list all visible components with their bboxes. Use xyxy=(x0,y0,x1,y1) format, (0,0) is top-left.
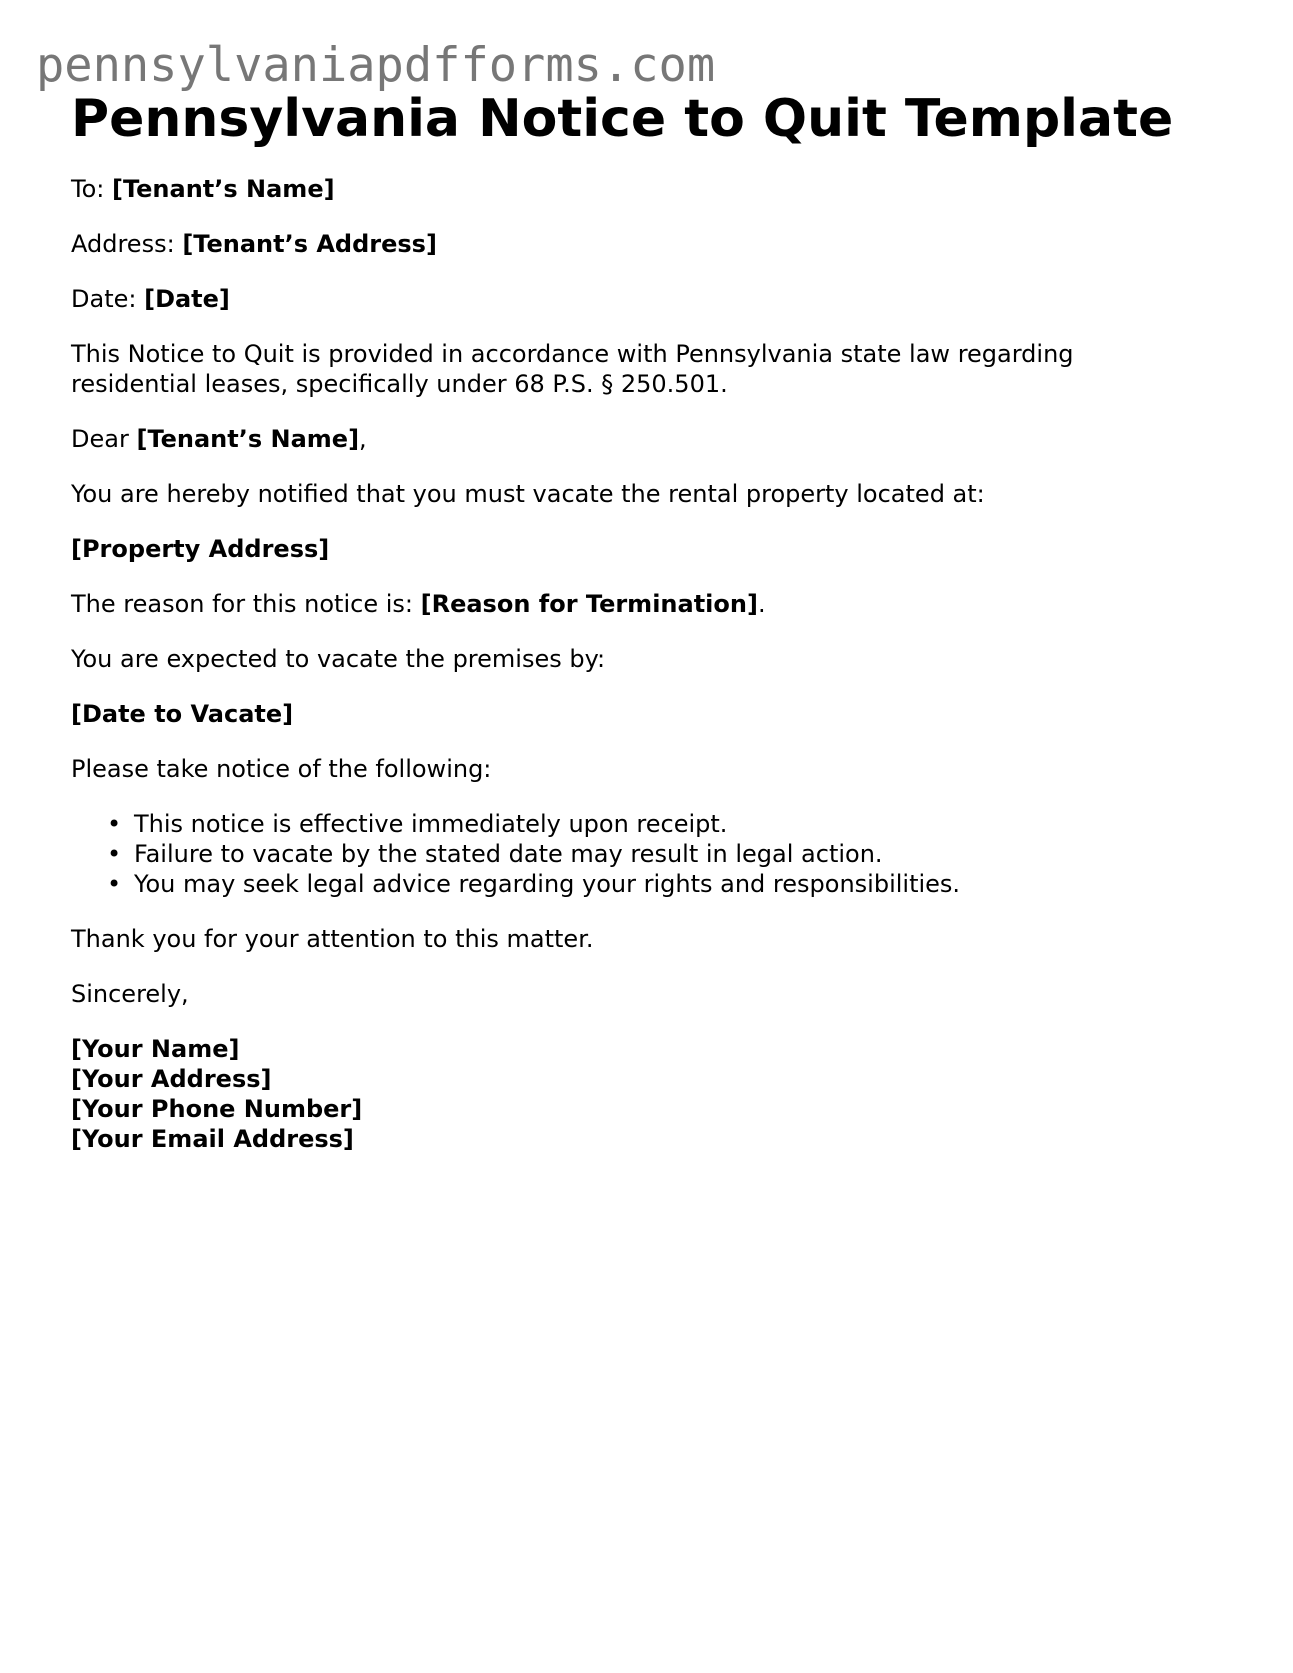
tenant-name-placeholder: [Tenant’s Name] xyxy=(112,175,335,203)
notice-items-list xyxy=(71,809,960,899)
signature-block xyxy=(71,1034,362,1154)
date-to-vacate-placeholder: [Date to Vacate] xyxy=(71,700,294,728)
date-label: Date: xyxy=(71,285,137,313)
site-watermark: pennsylvaniapdfforms.com xyxy=(36,38,716,93)
reason-suffix: . xyxy=(757,590,766,618)
address-line xyxy=(71,229,437,259)
intro-paragraph xyxy=(71,339,1074,399)
property-address-placeholder: [Property Address] xyxy=(71,535,330,563)
please-take-notice: Please take notice of the following: xyxy=(71,755,492,783)
to-line xyxy=(71,174,335,204)
date-placeholder: [Date] xyxy=(144,285,230,313)
salutation-suffix: , xyxy=(359,425,367,453)
notice-document xyxy=(71,88,1221,1153)
signature-email: [Your Email Address] xyxy=(71,1125,354,1153)
intro-line-2: residential leases, specifically under 68 P.S. § 250.501. xyxy=(71,370,728,398)
reason-prefix: The reason for this notice is: xyxy=(71,590,413,618)
address-label: Address: xyxy=(71,230,175,258)
list-item: • You may seek legal advice regarding your rights and responsibilities. xyxy=(134,869,960,899)
signature-address: [Your Address] xyxy=(71,1065,272,1093)
to-label: To: xyxy=(71,175,105,203)
salutation xyxy=(71,424,367,454)
salutation-prefix: Dear xyxy=(71,425,129,453)
list-item: • Failure to vacate by the stated date may result in legal action. xyxy=(134,839,960,869)
tenant-address-placeholder: [Tenant’s Address] xyxy=(182,230,437,258)
list-item: • This notice is effective immediately upon receipt. xyxy=(134,809,960,839)
reason-placeholder: [Reason for Termination] xyxy=(420,590,758,618)
vacate-by-line: You are expected to vacate the premises by: xyxy=(71,645,606,673)
date-line xyxy=(71,284,230,314)
vacate-notice: You are hereby notified that you must vacate the rental property located at: xyxy=(71,480,985,508)
signature-name: [Your Name] xyxy=(71,1035,240,1063)
signature-phone: [Your Phone Number] xyxy=(71,1095,363,1123)
salutation-tenant-name: [Tenant’s Name] xyxy=(136,425,360,453)
closing-line: Sincerely, xyxy=(71,980,189,1008)
thanks-line: Thank you for your attention to this matter. xyxy=(71,925,594,953)
intro-line-1: This Notice to Quit is provided in accordance with Pennsylvania state law regarding xyxy=(71,340,1074,368)
reason-line xyxy=(71,589,766,619)
page-title: Pennsylvania Notice to Quit Template xyxy=(71,89,1174,149)
